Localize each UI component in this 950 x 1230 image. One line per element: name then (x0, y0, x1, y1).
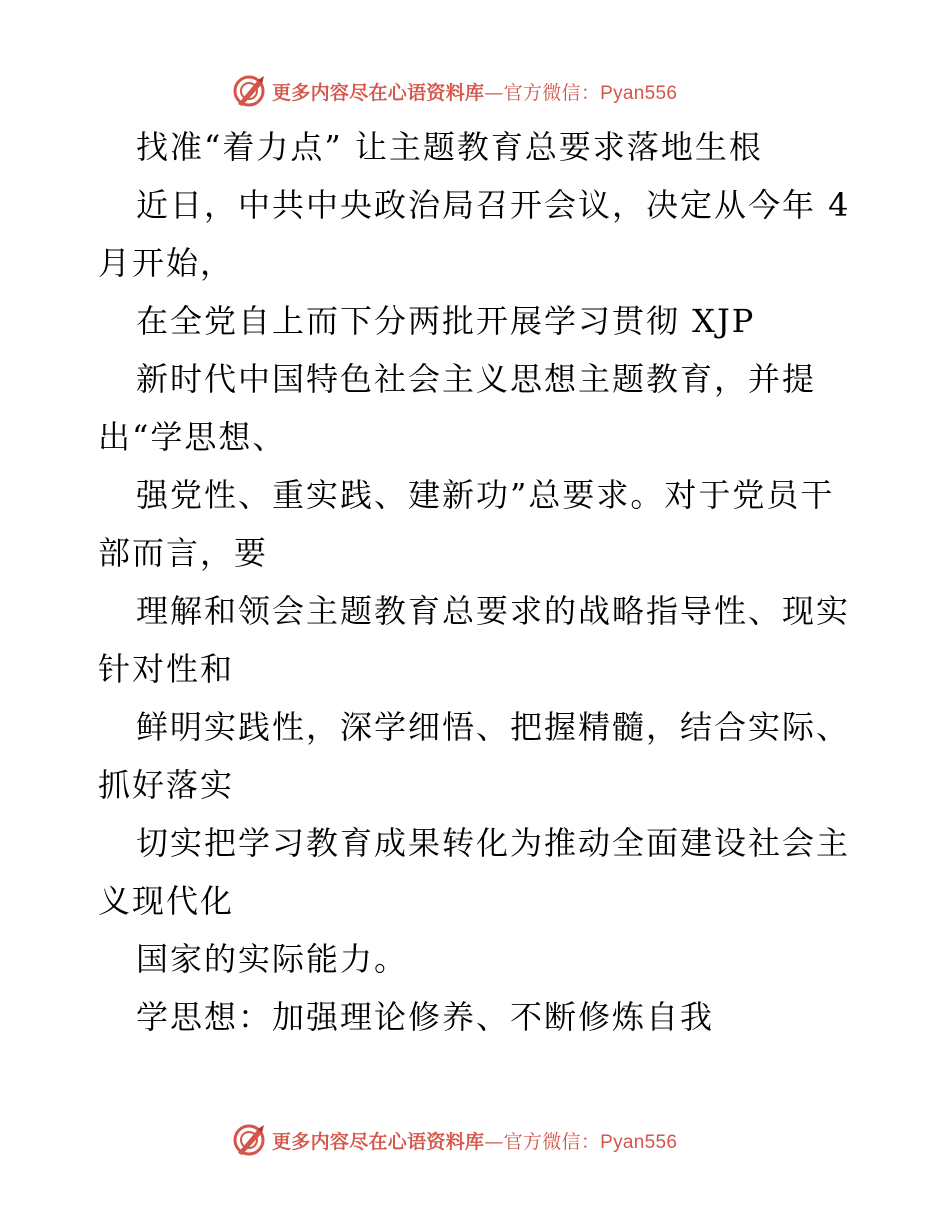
footer-banner-wechat-id: Pyan556 (600, 1131, 678, 1153)
body-text-line: 鲜明实践性，深学细悟、把握精髓，结合实际、 (136, 708, 851, 746)
header-banner (232, 74, 712, 108)
pen-logo-icon (232, 1123, 266, 1157)
body-text-line: 新时代中国特色社会主义思想主题教育，并提 (136, 360, 817, 398)
footer-banner-text (272, 1127, 677, 1154)
footer-banner-wechat-label: 官方微信： (503, 1130, 601, 1153)
body-text-line: 近日，中共中央政治局召开会议，决定从今年 4 (136, 186, 851, 224)
pen-logo-icon (232, 74, 266, 108)
body-text-line: 在全党自上而下分两批开展学习贯彻 XJP (136, 302, 756, 340)
body-text-line: 针对性和 (98, 650, 235, 688)
header-banner-main: 更多内容尽在心语资料库 (272, 81, 485, 104)
header-banner-wechat-id: Pyan556 (600, 82, 678, 104)
body-text-line: 理解和领会主题教育总要求的战略指导性、现实 (136, 592, 851, 630)
body-text-line: 义现代化 (98, 882, 235, 920)
body-text-line: 切实把学习教育成果转化为推动全面建设社会主 (136, 824, 851, 862)
body-text-line: 找准“着力点” 让主题教育总要求落地生根 (136, 128, 763, 166)
body-text-line: 强党性、重实践、建新功”总要求。对于党员干 (136, 476, 835, 514)
body-text-line: 抓好落实 (98, 766, 235, 804)
header-banner-wechat-label: 官方微信： (503, 81, 601, 104)
header-banner-text (272, 78, 677, 105)
footer-banner (232, 1123, 712, 1157)
body-text-line: 出“学思想、 (98, 418, 287, 456)
body-text-line: 国家的实际能力。 (136, 940, 409, 978)
footer-banner-dash: — (484, 1130, 504, 1153)
body-text-line: 月开始， (98, 244, 235, 282)
footer-banner-main: 更多内容尽在心语资料库 (272, 1130, 485, 1153)
body-text-line: 学思想：加强理论修养、不断修炼自我 (136, 998, 715, 1036)
header-banner-dash: — (484, 81, 504, 104)
body-text-line: 部而言，要 (98, 534, 269, 572)
document-body (98, 118, 858, 1046)
